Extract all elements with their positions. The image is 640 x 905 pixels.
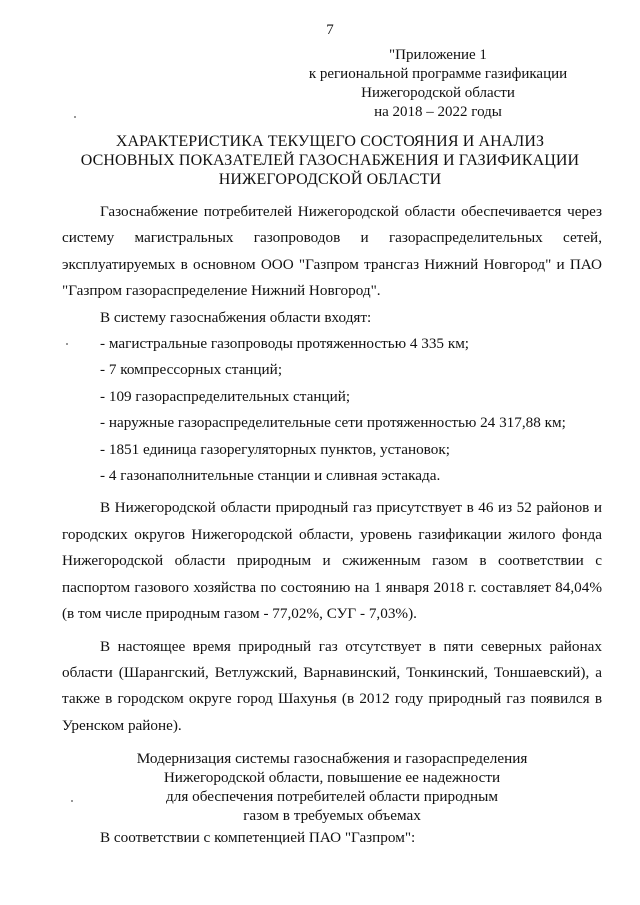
paragraph-no-gas-districts: В настоящее время природный газ отсутствует в пяти северных районах области (Шарангский, Ветлужский, Варнавинский, Тонкинский, Тоншаевский), а также в городском округе город Шахунья (в 2012 году природный газ появился в Уренском районе). — [62, 637, 602, 734]
appendix-header — [300, 46, 576, 122]
scan-speck — [74, 116, 76, 118]
appendix-line: Нижегородской области — [361, 85, 515, 101]
list-item: - наружные газораспределительные сети протяженностью 24 317,88 км; — [100, 414, 566, 432]
section-subtitle — [62, 749, 602, 825]
scan-speck — [71, 800, 73, 802]
appendix-line: к региональной программе газификации — [308, 66, 568, 82]
subtitle-line: для обеспечения потребителей области природным — [166, 788, 498, 806]
appendix-line: на 2018 – 2022 годы — [374, 104, 502, 120]
page-number: 7 — [326, 22, 334, 38]
title-line: НИЖЕГОРОДСКОЙ ОБЛАСТИ — [218, 171, 442, 188]
list-item: - 4 газонаполнительные станции и сливная эстакада. — [100, 467, 441, 485]
subtitle-line: Модернизация системы газоснабжения и газораспределения — [136, 750, 528, 768]
list-item: - 109 газораспределительных станций; — [100, 387, 351, 405]
list-item: - 7 компрессорных станций; — [100, 361, 283, 379]
document-title — [60, 132, 600, 189]
list-item: - 1851 единица газорегуляторных пунктов, установок; — [100, 440, 450, 458]
title-line: ХАРАКТЕРИСТИКА ТЕКУЩЕГО СОСТОЯНИЯ И АНАЛИЗ — [115, 133, 545, 150]
list-intro: В систему газоснабжения области входят: — [100, 308, 372, 326]
subtitle-line: Нижегородской области, повышение ее надежности — [163, 769, 501, 787]
paragraph-gasification-level: В Нижегородской области природный газ присутствует в 46 из 52 районов и городских округов Нижегородской области, уровень газификации жилого фонда Нижегородской области природным и сжиженным газом в соответствии с паспортом газового хозяйства по состоянию на 1 января 2018 г. составляет 84,04% (в том числе природным газом - 77,02%, СУГ - 7,03%). — [62, 499, 602, 623]
subtitle-line: газом в требуемых объемах — [243, 807, 421, 825]
list-item: - магистральные газопроводы протяженностью 4 335 км; — [100, 335, 470, 353]
document-body — [62, 199, 602, 852]
paragraph-gazprom-competence: В соответствии с компетенцией ПАО "Газпром": — [100, 829, 416, 847]
title-line: ОСНОВНЫХ ПОКАЗАТЕЛЕЙ ГАЗОСНАБЖЕНИЯ И ГАЗИФИКАЦИИ — [80, 152, 580, 169]
appendix-line: "Приложение 1 — [389, 47, 487, 63]
paragraph-gas-supply: Газоснабжение потребителей Нижегородской области обеспечивается через систему магистральных газопроводов и газораспределительных сетей, эксплуатируемых в основном ООО "Газпром трансгаз Нижний Новгород" и ПАО "Газпром газораспределение Нижний Новгород". — [62, 203, 602, 300]
scan-speck — [66, 343, 68, 345]
